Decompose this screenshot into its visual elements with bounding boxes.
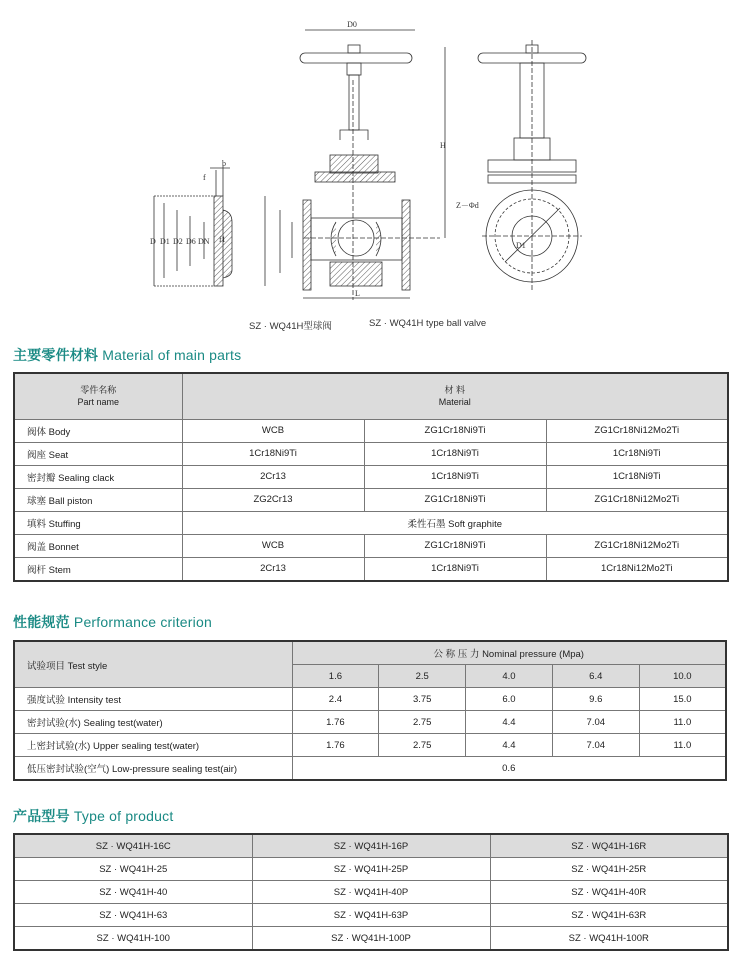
label-f: f (203, 173, 206, 182)
value-cell: 11.0 (639, 734, 726, 757)
table-row (14, 557, 728, 581)
part-cell: 阀盖 Bonnet (14, 534, 182, 557)
material-cell: 1Cr18Ni9Ti (364, 557, 546, 581)
materials-table (13, 372, 729, 582)
materials-header-row (14, 373, 728, 419)
caption-en: SZ · WQ41H type ball valve (369, 318, 487, 329)
pressure-cell: 6.4 (552, 665, 639, 688)
products-title (13, 806, 173, 826)
table-row (14, 757, 726, 781)
product-cell: SZ · WQ41H-25 (14, 858, 252, 881)
material-cell: ZG1Cr18Ni9Ti (364, 419, 546, 442)
label-d6: D6 (186, 237, 196, 246)
material-cell: ZG1Cr18Ni12Mo2Ti (546, 419, 728, 442)
product-cell: SZ · WQ41H-16R (490, 834, 728, 858)
product-cell: SZ · WQ41H-40 (14, 881, 252, 904)
material-cell: 1Cr18Ni9Ti (364, 465, 546, 488)
material-cell: ZG1Cr18Ni9Ti (364, 534, 546, 557)
pressure-cell: 2.5 (379, 665, 466, 688)
material-cell: 柔性石墨 Soft graphite (182, 511, 728, 534)
materials-title (13, 345, 241, 365)
value-cell: 0.6 (292, 757, 726, 781)
product-cell: SZ · WQ41H-63 (14, 904, 252, 927)
material-cell: ZG2Cr13 (182, 488, 364, 511)
part-cell: 填料 Stuffing (14, 511, 182, 534)
material-cell: 1Cr18Ni9Ti (182, 442, 364, 465)
valve-section-view (265, 30, 445, 300)
part-cell: 阀座 Seat (14, 442, 182, 465)
performance-header-row (14, 641, 726, 665)
table-row (14, 419, 728, 442)
value-cell: 1.76 (292, 711, 379, 734)
pressure-cell: 1.6 (292, 665, 379, 688)
value-cell: 2.4 (292, 688, 379, 711)
table-row (14, 881, 728, 904)
label-l: L (355, 289, 360, 298)
table-row (14, 488, 728, 511)
performance-table (13, 640, 727, 781)
label-dn: DN (198, 237, 210, 246)
value-cell: 15.0 (639, 688, 726, 711)
test-name-cell: 上密封试验(水) Upper sealing test(water) (14, 734, 292, 757)
product-cell: SZ · WQ41H-100P (252, 927, 490, 951)
value-cell: 3.75 (379, 688, 466, 711)
value-cell: 4.4 (466, 734, 553, 757)
label-f1: f1 (219, 235, 226, 244)
material-header (182, 373, 728, 419)
material-cell: WCB (182, 419, 364, 442)
value-cell: 7.04 (552, 711, 639, 734)
material-cell: ZG1Cr18Ni9Ti (364, 488, 546, 511)
product-cell: SZ · WQ41H-40R (490, 881, 728, 904)
material-cell: 1Cr18Ni9Ti (364, 442, 546, 465)
part-cell: 阀体 Body (14, 419, 182, 442)
part-cell: 球塞 Ball piston (14, 488, 182, 511)
value-cell: 2.75 (379, 734, 466, 757)
label-z-phi-d: Z－Φd (456, 201, 479, 210)
pressure-cell: 4.0 (466, 665, 553, 688)
product-cell: SZ · WQ41H-100 (14, 927, 252, 951)
valve-side-view (478, 40, 586, 290)
performance-title (13, 612, 212, 632)
table-row (14, 534, 728, 557)
label-h: H (440, 141, 446, 150)
product-cell: SZ · WQ41H-25R (490, 858, 728, 881)
material-cell: 2Cr13 (182, 465, 364, 488)
value-cell: 4.4 (466, 711, 553, 734)
performance-title-zh: 性能规范 (13, 614, 70, 630)
test-name-cell: 密封试验(水) Sealing test(water) (14, 711, 292, 734)
product-cell: SZ · WQ41H-100R (490, 927, 728, 951)
products-title-en: Type of product (73, 808, 174, 824)
part-name-header-zh: 零件名称 (80, 385, 117, 396)
part-name-header (14, 373, 182, 419)
value-cell: 2.75 (379, 711, 466, 734)
table-row (14, 904, 728, 927)
material-cell: WCB (182, 534, 364, 557)
material-cell: 1Cr18Ni9Ti (546, 442, 728, 465)
material-cell: ZG1Cr18Ni12Mo2Ti (546, 534, 728, 557)
product-cell: SZ · WQ41H-63P (252, 904, 490, 927)
material-header-en: Material (438, 397, 471, 408)
materials-title-zh: 主要零件材料 (13, 347, 99, 363)
performance-title-en: Performance criterion (73, 614, 212, 630)
value-cell: 6.0 (466, 688, 553, 711)
part-cell: 阀杆 Stem (14, 557, 182, 581)
table-row (14, 465, 728, 488)
part-cell: 密封瓣 Sealing clack (14, 465, 182, 488)
product-cell: SZ · WQ41H-16P (252, 834, 490, 858)
table-row (14, 927, 728, 951)
test-name-cell: 低压密封试验(空气) Low-pressure sealing test(air) (14, 757, 292, 781)
table-row (14, 834, 728, 858)
product-cell: SZ · WQ41H-25P (252, 858, 490, 881)
material-cell: 1Cr18Ni12Mo2Ti (546, 557, 728, 581)
flange-detail (154, 165, 232, 286)
table-row (14, 858, 728, 881)
label-b: b (222, 159, 226, 168)
product-cell: SZ · WQ41H-16C (14, 834, 252, 858)
ball-valve-technical-drawing (140, 0, 600, 310)
label-d1-circle: D1 (516, 241, 526, 250)
label-d: D (150, 237, 156, 246)
material-header-zh: 材 料 (444, 385, 465, 396)
value-cell: 7.04 (552, 734, 639, 757)
table-row (14, 711, 726, 734)
pressure-cell: 10.0 (639, 665, 726, 688)
nominal-pressure-header: 公 称 压 力 Nominal pressure (Mpa) (292, 641, 726, 665)
caption-zh: SZ · WQ41H型球阀 (249, 321, 332, 332)
table-row (14, 688, 726, 711)
material-cell: 1Cr18Ni9Ti (546, 465, 728, 488)
products-title-zh: 产品型号 (13, 808, 70, 824)
test-name-cell: 强度试验 Intensity test (14, 688, 292, 711)
product-cell: SZ · WQ41H-40P (252, 881, 490, 904)
test-style-header: 试验项目 Test style (14, 641, 292, 688)
material-cell: ZG1Cr18Ni12Mo2Ti (546, 488, 728, 511)
label-d0: D0 (347, 20, 357, 29)
products-table (13, 833, 729, 951)
value-cell: 9.6 (552, 688, 639, 711)
value-cell: 1.76 (292, 734, 379, 757)
product-cell: SZ · WQ41H-63R (490, 904, 728, 927)
table-row (14, 442, 728, 465)
material-cell: 2Cr13 (182, 557, 364, 581)
part-name-header-en: Part name (77, 397, 120, 408)
label-d1: D1 (160, 237, 170, 246)
table-row (14, 511, 728, 534)
value-cell: 11.0 (639, 711, 726, 734)
label-d2: D2 (173, 237, 183, 246)
materials-title-en: Material of main parts (102, 347, 242, 363)
table-row (14, 734, 726, 757)
